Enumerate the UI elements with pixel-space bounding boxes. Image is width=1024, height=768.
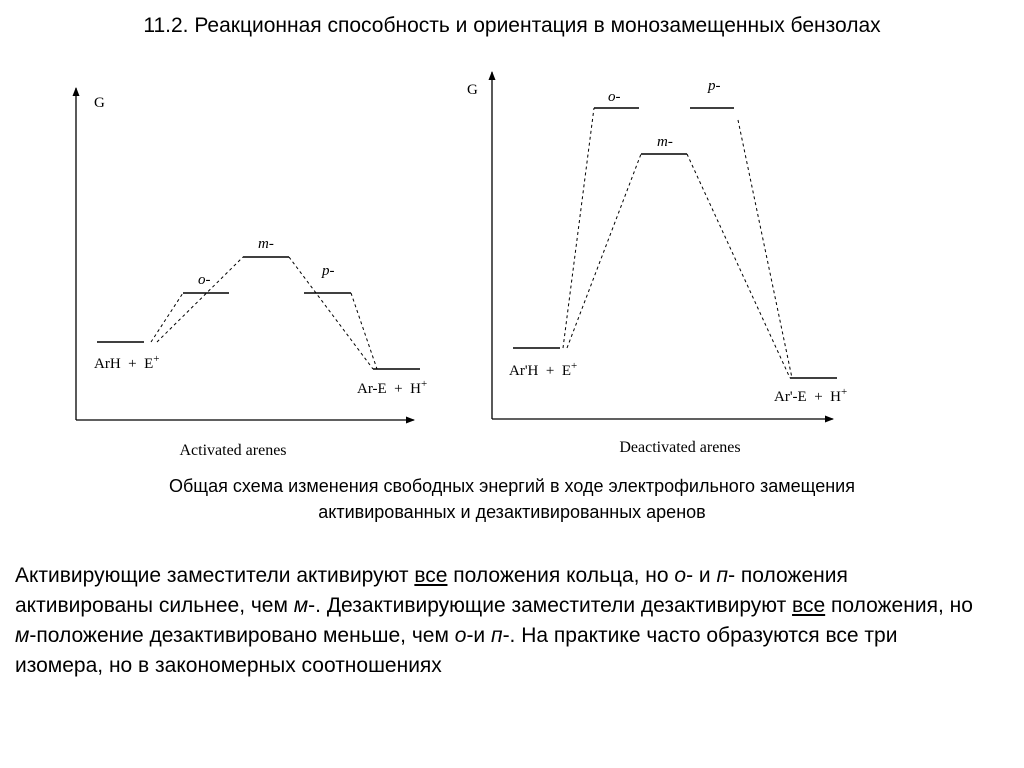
right-products-label: Ar'-E + H+ — [774, 386, 848, 405]
italic-position-letter: п — [716, 564, 729, 587]
right-ortho-label: o- — [608, 89, 621, 105]
right-path-to-meta — [567, 154, 641, 348]
left-path-to-meta — [157, 257, 243, 342]
body-text-run: -положение дезактивировано меньше, чем — [29, 624, 455, 647]
deactivated-arenes-diagram — [467, 72, 847, 456]
left-ortho-label: o- — [198, 272, 211, 288]
body-text-run: Активирующие заместители активируют — [15, 564, 415, 587]
italic-position-letter: м — [15, 624, 30, 647]
italic-position-letter: о — [454, 624, 467, 647]
left-path-to-ortho — [151, 293, 183, 342]
italic-position-letter: м — [293, 594, 309, 617]
left-axis-label-g: G — [94, 95, 105, 111]
body-text-run: -и — [466, 624, 491, 647]
body-text-run: положения кольца, но — [447, 564, 675, 587]
body-text-run: -. Дезактивирующие заместители дезактивируют — [308, 594, 793, 617]
left-meta-label: m- — [258, 236, 274, 252]
right-axis-label-g: G — [467, 82, 478, 98]
body-text-run: -. На практике часто образуются все три изомера, но в закономерных соотношениях — [15, 624, 898, 677]
right-meta-label: m- — [657, 134, 673, 150]
left-diagram-caption: Activated arenes — [179, 442, 287, 459]
activated-arenes-diagram — [76, 88, 427, 459]
left-reactants-label: ArH + E+ — [94, 353, 160, 372]
right-diagram-caption: Deactivated arenes — [619, 439, 741, 456]
page-title: 11.2. Реакционная способность и ориентация в монозамещенных бензолах — [143, 14, 881, 37]
right-para-label: p- — [708, 78, 721, 94]
underlined-word: все — [792, 594, 826, 617]
left-products-label: Ar-E + H+ — [357, 378, 428, 397]
left-para-label: p- — [322, 263, 335, 279]
figure-caption-line-2: активированных и дезактивированных аренов — [318, 502, 706, 522]
right-path-from-para — [738, 120, 792, 378]
italic-position-letter: п — [491, 624, 503, 647]
explanation-paragraph — [15, 561, 975, 681]
underlined-word: все — [414, 564, 448, 587]
figure-caption — [40, 473, 984, 525]
body-text-run: - положения активированы сильнее, чем — [15, 564, 848, 617]
body-text-run: - и — [686, 564, 717, 587]
figure-caption-line-1: Общая схема изменения свободных энергий в ходе электрофильного замещения — [169, 476, 855, 496]
right-path-from-meta — [687, 154, 790, 378]
right-path-to-ortho — [563, 108, 594, 348]
body-text-run: положения, но — [825, 594, 973, 617]
right-reactants-label: Ar'H + E+ — [509, 360, 578, 379]
left-path-from-para — [351, 293, 377, 369]
italic-position-letter: о — [674, 564, 687, 587]
